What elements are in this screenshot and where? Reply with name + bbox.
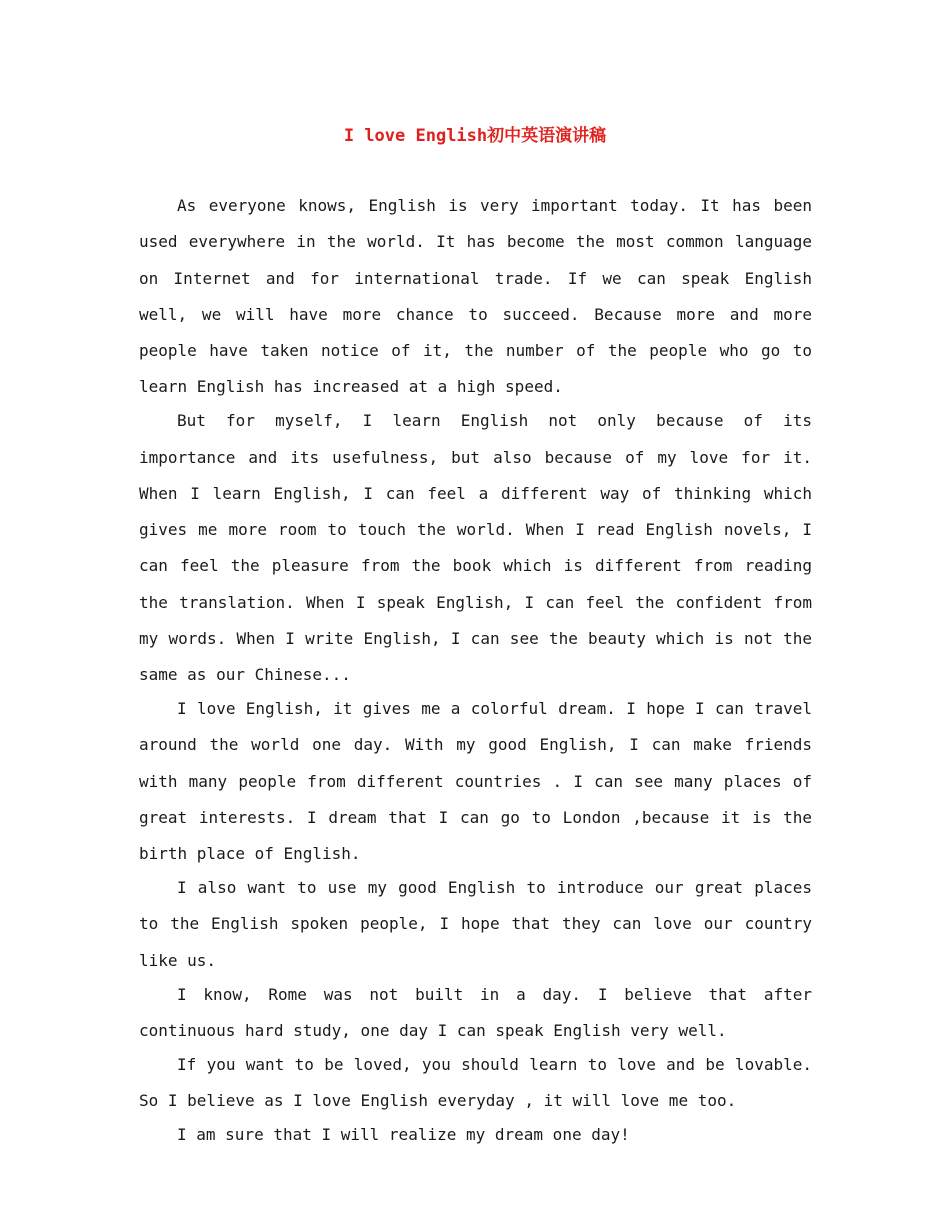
paragraph: I know, Rome was not built in a day. I believe that after continuous hard study, one day I can speak English very well.: [139, 984, 812, 1040]
paragraph: As everyone knows, English is very important today. It has been used everywhere in the world. It has become the most common language on Internet and for international trade. If we can speak English well, we will have more chance to succeed. Because more and more people have taken notice of it, the number of the people who go to learn English has increased at a high speed.: [139, 196, 812, 397]
paragraph: I love English, it gives me a colorful dream. I hope I can travel around the world one day. With my good English, I can make friends with many people from different countries . I can see many places of great interests. I dream that I can go to London ,because it is the birth place of English.: [139, 699, 812, 864]
paragraph: But for myself, I learn English not only because of its importance and its usefulness, but also because of my love for it. When I learn English, I can feel a different way of thinking which gives me more room to touch the world. When I read English novels, I can feel the pleasure from the book which is different from reading the translation. When I speak English, I can feel the confident from my words. When I write English, I can see the beauty which is not the same as our Chinese...: [139, 411, 812, 685]
paragraph: I am sure that I will realize my dream one day!: [177, 1124, 630, 1144]
paragraph: I also want to use my good English to introduce our great places to the English spoken people, I hope that they can love our country like us.: [139, 878, 812, 970]
document-title: I love English初中英语演讲稿: [343, 126, 607, 146]
document-body: [139, 188, 812, 1153]
paragraph: If you want to be loved, you should learn to love and be lovable. So I believe as I love English everyday , it will love me too.: [139, 1054, 812, 1110]
